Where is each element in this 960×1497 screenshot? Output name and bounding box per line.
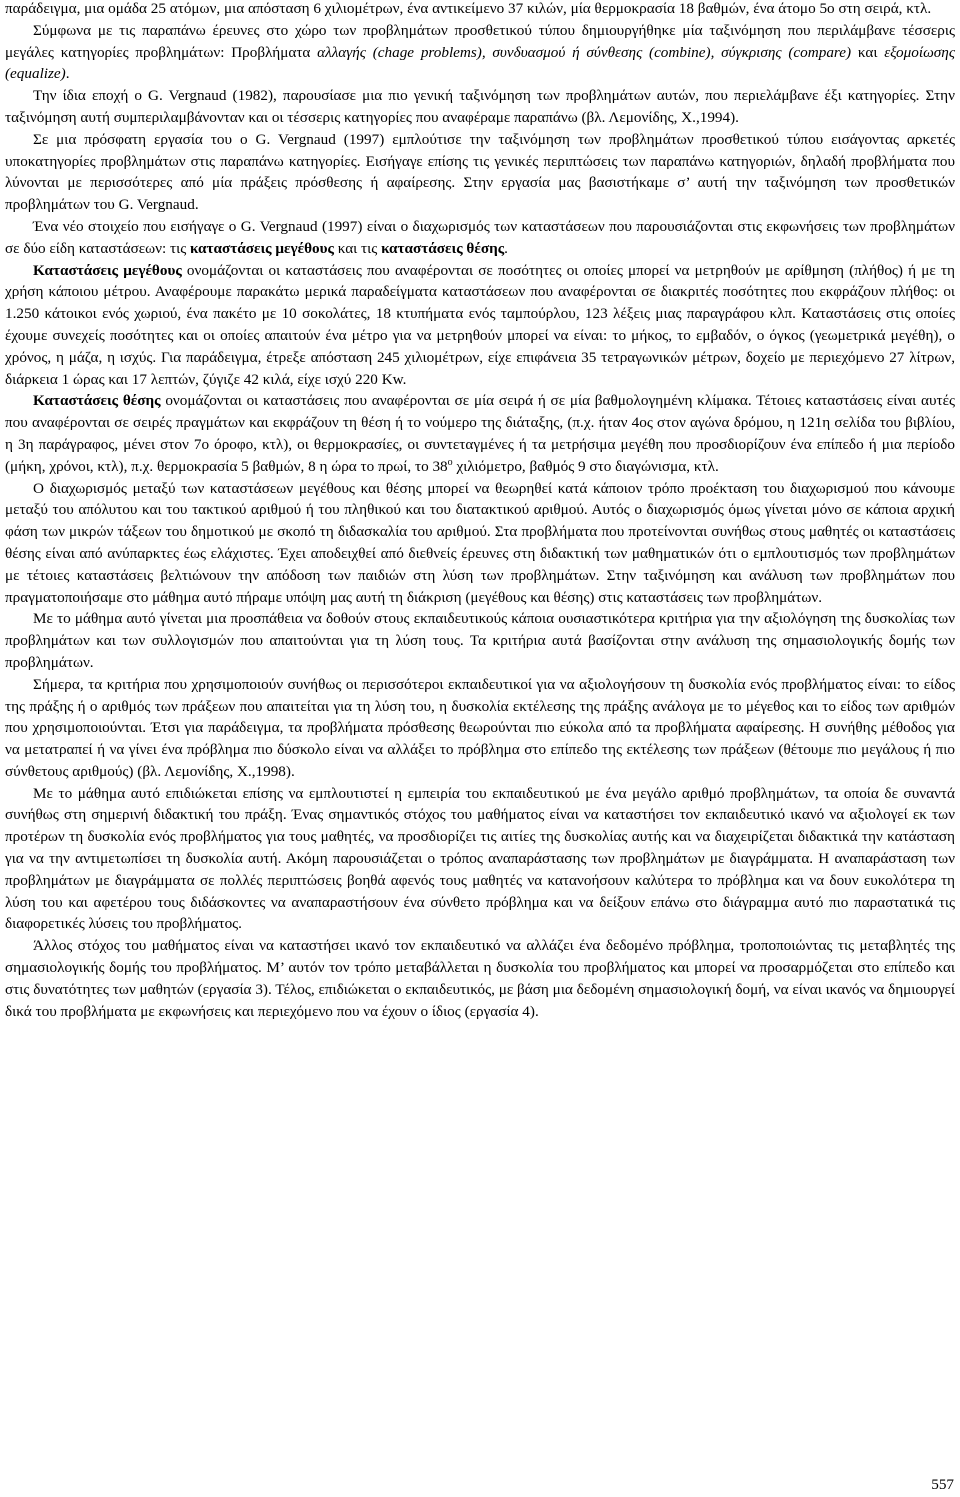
- italic-term: αλλαγής (chage problems), συνδυασμού ή σύνθεσης (combine), σύγκρισης (compare): [317, 43, 852, 61]
- paragraph-text: ονομάζονται οι καταστάσεις που αναφέρονται σε μία σειρά ή σε μία βαθμολογημένη κλίμακα. Τέτοιες καταστάσεις είναι αυτές που αναφέρονται σε σειρές πραγμάτων και εκφράζουν τη θέση ή το νούμερο της διάταξης, (π.χ. ήταν 4ος στον αγώνα δρόμου, η 121η σελίδα του βιβλίου, η 3η παράγραφος, μένει στον 7ο όροφο, κτλ), οι θερμοκρασίες, οι συντεταγμένες ή τα μετρήσιμα μεγέθη που προσδιορίζουν ένα επίπεδο ή μια περίοδο (μήκη, χρόνοι, κτλ), π.χ. θερμοκρασία 5 βαθμών, 8 η ώρα το πρωί, το 38: [5, 392, 955, 475]
- paragraph-text: .: [65, 65, 70, 83]
- paragraph-text: και: [851, 43, 885, 61]
- paragraph-text: και τις: [333, 239, 382, 257]
- bold-term: Καταστάσεις θέσης: [33, 392, 161, 410]
- paragraph-text: ονομάζονται οι καταστάσεις που αναφέρονται σε ποσότητες οι οποίες μπορεί να μετρηθούν με αρίθμηση (πλήθος) ή με τη χρήση κάποιου μέτρου. Αναφέρουμε παρακάτω μερικά παραδείγματα καταστάσεων που αναφέρονται σε διακριτές ποσότητες που εκφράζουν πλήθος: οι 1.250 κάτοικοι ενός χωριού, ένα πακέτο με 10 σοκολάτες, 18 κτυπήματα ενός ταμπούρλου, 123 λέξεις μιας παραγράφου κλπ. Καταστάσεις στις οποίες έχουμε συνεχείς ποσότητες και οι οποίες απαιτούν ένα μέτρο για να μετρηθούν μπορεί να είναι: το μήκος, το εμβαδόν, ο όγκος (γεωμετρικά μεγέθη), ο χρόνος, η μάζα, η ισχύς. Για παράδειγμα, έτρεξε απόσταση 245 χιλιομέτρων, είχε επιφάνεια 35 τετραγωνικών μέτρων, δοχείο με περιεχόμενο 27 λίτρων, διάρκεια 1 ώρας και 17 λεπτών, ζύγιζε 42 κιλά, είχε ισχύ 220 Kw.: [5, 261, 955, 388]
- paragraph-vergnaud-1997: Σε μια πρόσφατη εργασία του ο G. Vergnaud (1997) εμπλούτισε την ταξινόμηση των προβλημάτων προσθετικού τύπου εισάγοντας αρκετές υποκατηγορίες προβλημάτων στις παραπάνω κατηγορίες. Εισήγαγε επίσης τις γενικές περιπτώσεις των παραπάνω κατηγοριών, δηλαδή προβλήματα που λύνονται με περισσότερες από μία πράξεις πρόσθεσης ή αφαίρεσης. Στην εργασία μας βασιστήκαμε σ’ αυτή την ταξινόμηση των προσθετικών προβλημάτων του G. Vergnaud.: [5, 130, 955, 214]
- paragraph-text: Ένα νέο στοιχείο που εισήγαγε ο G. Vergnaud (1997) είναι ο διαχωρισμός των καταστάσεων που παρουσιάζονται στις εκφωνήσεις των προβλημάτων σε δύο είδη καταστάσεων: τις: [5, 217, 955, 257]
- paragraph-classification: [5, 20, 955, 85]
- page-number: 557: [931, 1476, 954, 1493]
- paragraph-continued: παράδειγμα, μια ομάδα 25 ατόμων, μια απόσταση 6 χιλιομέτρων, ένα αντικείμενο 37 κιλών, μία θερμοκρασία 18 βαθμών, ένα άτομο 5ο στη σειρά, κτλ.: [5, 0, 932, 17]
- bold-term: καταστάσεις μεγέθους: [190, 239, 334, 257]
- paragraph-text: .: [504, 239, 508, 257]
- paragraph-current-criteria: Σήμερα, τα κριτήρια που χρησιμοποιούν συνήθως οι περισσότεροι εκπαιδευτικοί για να αξιολογήσουν τη δυσκολία ενός προβλήματος είναι: το είδος της πράξης ή ο αριθμός των πράξεων που απαιτείται για τη λύση του, η δυσκολία εκτέλεσης της πράξης ανάλογα με το μέγεθος και το είδος των αριθμών που χρησιμοποιούνται. Έτσι για παράδειγμα, τα προβλήματα πρόσθεσης θεωρούνται πιο εύκολα από τα προβλήματα αφαίρεσης. Η συνήθης μέθοδος για να μετατραπεί ή να γίνει ένα πρόβλημα πιο δύσκολο είναι να αλλάξει το πρόβλημα στο επίπεδο της εκτέλεσης των πράξεων (θέτουμε πιο μεγάλους ή πιο σύνθετους αριθμούς) (βλ. Λεμονίδης, Χ.,1998).: [5, 675, 955, 780]
- paragraph-distinction: Ο διαχωρισμός μεταξύ των καταστάσεων μεγέθους και θέσης μπορεί να θεωρηθεί κατά κάποιον τρόπο προέκταση του διαχωρισμού που κάνουμε μεταξύ του απόλυτου και του τακτικού αριθμού ή του πληθικού και του διατακτικού αριθμού. Αυτός ο διαχωρισμός όμως γίνεται μόνο σε κάποια αρχική φάση των μικρών τάξεων του δημοτικού με σκοπό τη διδασκαλία του αριθμού. Στα προβλήματα που προτείνονται συνήθως στους μαθητές οι καταστάσεις θέσης είναι από ανύπαρκτες έως ελάχιστες. Έχει αποδειχθεί από διεθνείς έρευνες στη διδακτική των μαθηματικών ότι ο εμπλουτισμός των προβλημάτων με τέτοιες καταστάσεις βελτιώνουν την απόδοση των παιδιών στη λύση των προβλημάτων. Στην ταξινόμηση και ανάλυση των προβλημάτων που πραγματοποιήσαμε στο μάθημα αυτό πήραμε υπόψη μας αυτή τη διάκριση (μεγέθους και θέσης) στις καταστάσεις των προβλημάτων.: [5, 479, 955, 606]
- paragraph-text: χιλιόμετρο, βαθμός 9 στο διαγώνισμα, κτλ.: [452, 457, 719, 475]
- italic-term: εξομοίωσης (equalize): [5, 43, 955, 83]
- paragraph-new-element: [5, 216, 955, 260]
- paragraph-magnitude-situations: [5, 260, 955, 391]
- bold-term: καταστάσεις θέσης: [381, 239, 505, 257]
- superscript: ο: [447, 456, 453, 468]
- paragraph-goals: Με το μάθημα αυτό επιδιώκεται επίσης να εμπλουτιστεί η εμπειρία του εκπαιδευτικού με ένα μεγάλο αριθμό προβλημάτων, τα οποία δε συναντά συνήθως στη σημερινή διδακτική του πράξη. Ένας σημαντικός στόχος του μαθήματος είναι να καταστήσει τον εκπαιδευτικό ικανό να αξιολογεί εκ των προτέρων τη δυσκολία ενός προβλήματος για τους μαθητές, να προσδιορίζει τις αιτίες της δυσκολίας αυτής και να διαχειρίζεται διδακτικά την κατάσταση για να την αντιμετωπίσει τη δυσκολία αυτή. Ακόμη παρουσιάζεται ο τρόπος αναπαράστασης των προβλημάτων με διαγράμματα. Η αναπαράσταση των προβλημάτων με διαγράμματα σε πολλές περιπτώσεις βοηθά αφενός τους μαθητές να κατανοήσουν καλύτερα το πρόβλημα και να δουν ευκολότερα τη λύση του και αφετέρου τους διδάσκοντες να αναπαραστήσουν ένα σύνθετο πρόβλημα και να δείξουν επάνω στο διάγραμμα αυτό πιο παραστατικά τις διαφορετικές λύσεις του προβλήματος.: [5, 784, 955, 933]
- paragraph-position-situations: [5, 390, 955, 477]
- bold-term: Καταστάσεις μεγέθους: [33, 261, 182, 279]
- paragraph-text: Σύμφωνα με τις παραπάνω έρευνες στο χώρο των προβλημάτων προσθετικού τύπου δημιουργήθηκε μία ταξινόμηση που περιλάμβανε τέσσερις μεγάλες κατηγορίες προβλημάτων: Προβλήματα: [5, 21, 955, 61]
- paragraph-vergnaud-1982: Την ίδια εποχή ο G. Vergnaud (1982), παρουσίασε μια πιο γενική ταξινόμηση των προβλημάτων αυτών, που περιελάμβανε έξι κατηγορίες. Στην ταξινόμηση αυτή συμπεριλαμβάνονταν και οι τέσσερις κατηγορίες που αναφέραμε παραπάνω (βλ. Λεμονίδης, Χ.,1994).: [5, 87, 955, 126]
- paragraph-other-goal: Άλλος στόχος του μαθήματος είναι να καταστήσει ικανό τον εκπαιδευτικό να αλλάζει ένα δεδομένο πρόβλημα, τροποποιώντας τις μεταβλητές της σημασιολογικής δομής του προβλήματος. Μ’ αυτόν τον τρόπο μεταβάλλεται η δυσκολία του προβλήματος και μπορεί να προσαρμόζεται στο επίπεδο και στις δυνατότητες των μαθητών (εργασία 3). Τέλος, επιδιώκεται ο εκπαιδευτικός, με βάση μια δεδομένη σημασιολογική δομή, να είναι ικανός να δημιουργεί δικά του προβλήματα με εκφωνήσεις και περιεχόμενο που να έχουν ο ίδιος (εργασία 4).: [5, 937, 955, 1020]
- body-text: [5, 0, 955, 1022]
- paragraph-criteria: Με το μάθημα αυτό γίνεται μια προσπάθεια να δοθούν στους εκπαιδευτικούς κάποια ουσιαστικότερα κριτήρια για την αξιολόγηση της δυσκολίας των προβλημάτων και των συλλογισμών που απαιτούνται για τη λύση τους. Τα κριτήρια αυτά βασίζονται στην ανάλυση της σημασιολογικής δομής των προβλημάτων.: [5, 610, 955, 671]
